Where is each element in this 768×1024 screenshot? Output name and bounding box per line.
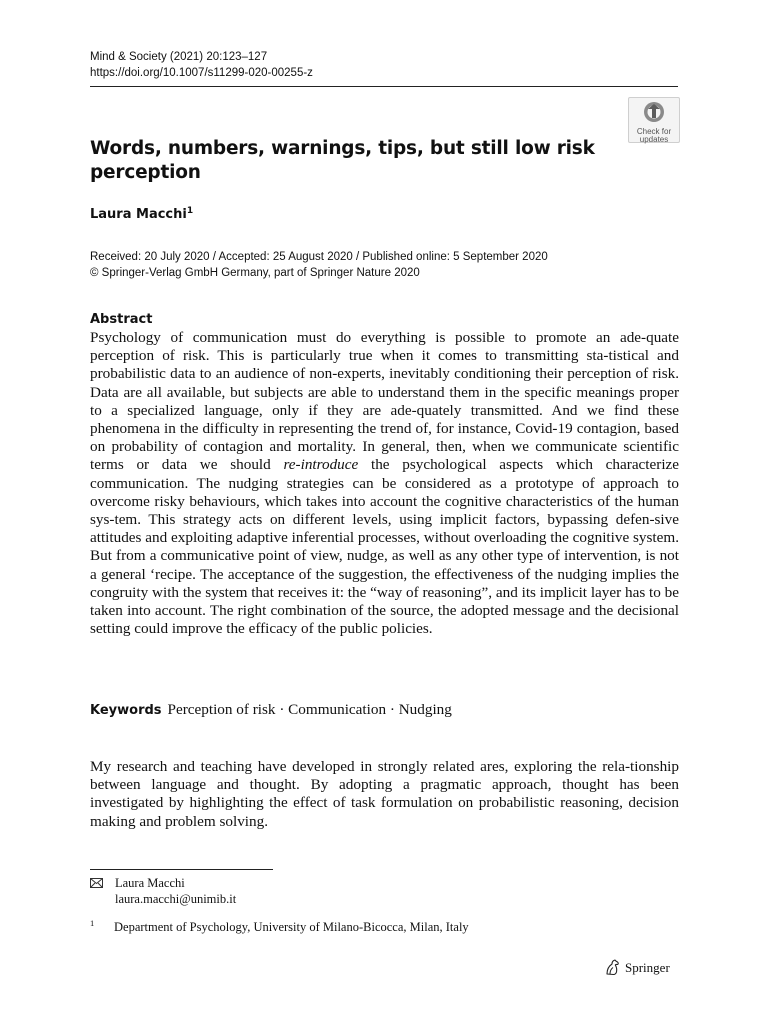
envelope-icon [90,878,103,888]
abstract-text-part-2: the psychological aspects which characterize communication. The nudging strategies can be considered as a prototype of approach to overcome risky behaviours, which takes into account the cognitive characteristics of the human sys-tem. This strategy acts on different levels, using implicit factors, bypassing defen-sive attitudes and exploiting adaptive inferential processes, without overloading the cognitive system. But from a communicative point of view, nudge, as well as any other type of intervention, is not a general ‘recipe. The acceptance of the suggestion, the effectiveness of the nudging implies the congruity with the system that receives it: the “way of reasoning”, and its implicit layer has to be taken into account. The right combination of the source, the adopted message and the decisional setting could improve the efficacy of the public policies. [90,456,680,638]
abstract-text [90,329,679,638]
keywords-label: Keywords [90,703,162,718]
abstract-text-part-1: Psychology of communication must do everything is possible to promote an ade-quate perception of risk. This is particularly true when it comes to transmitting sta-tistical and probabilistic data to an audience of non-experts, inevitably conditioning their perception of risk. Data are all available, but subjects are able to understand them in the specific meanings proper to a specialized language, only if they are ade-quately transmitted. And we find these phenomena in the difficulty in representing the trend of, for instance, Covid-19 contagion, based on probability of contagion and mortality. In general, then, when we communicate scientific terms or data we should [90,329,679,474]
journal-header [90,49,313,81]
author-name[interactable]: Laura Macchi [90,207,187,222]
title-line-2: perception [90,162,201,183]
springer-horse-icon [604,959,621,976]
journal-citation: Mind & Society (2021) 20:123–127 [90,51,268,63]
header-rule [90,86,678,87]
intro-paragraph: My research and teaching have developed in strongly related ares, exploring the rela-tionship between language and thought. By adopting a pragmatic approach, thought has been investigated by highlighting the effect of task formulation on probabilistic reasoning, decision making and problem solving. [90,758,679,830]
badge-line-1: Check for [636,127,672,136]
abstract-italic-term: re-introduce [283,456,359,474]
abstract-heading: Abstract [90,312,153,327]
copyright-line: © Springer-Verlag GmbH Germany, part of Springer Nature 2020 [90,267,420,279]
contact-name: Laura Macchi [115,876,185,890]
footnote-rule [90,869,273,870]
keywords-list: Perception of risk · Communication · Nudging [167,701,452,718]
title-line-1: Words, numbers, warnings, tips, but still low risk [90,138,595,159]
publisher-name: Springer [625,960,670,975]
check-for-updates-badge[interactable] [628,97,680,143]
check-for-updates-icon [643,101,665,123]
affiliation-footnote: 1 Department of Psychology, University of Milano-Bicocca, Milan, Italy [90,918,469,934]
publication-history: Received: 20 July 2020 / Accepted: 25 August 2020 / Published online: 5 September 2020 [90,251,548,263]
article-title [90,137,610,185]
author-affiliation-mark: 1 [186,206,194,216]
badge-line-2: updates [639,135,669,144]
keywords-line [90,700,452,721]
author-line [90,206,193,224]
publication-dates [90,249,680,281]
doi-link[interactable]: https://doi.org/10.1007/s11299-020-00255-z [90,67,313,79]
contact-details [115,875,236,907]
affiliation-text: Department of Psychology, University of Milano-Bicocca, Milan, Italy [114,920,469,934]
contact-email[interactable]: laura.macchi@unimib.it [115,892,237,906]
